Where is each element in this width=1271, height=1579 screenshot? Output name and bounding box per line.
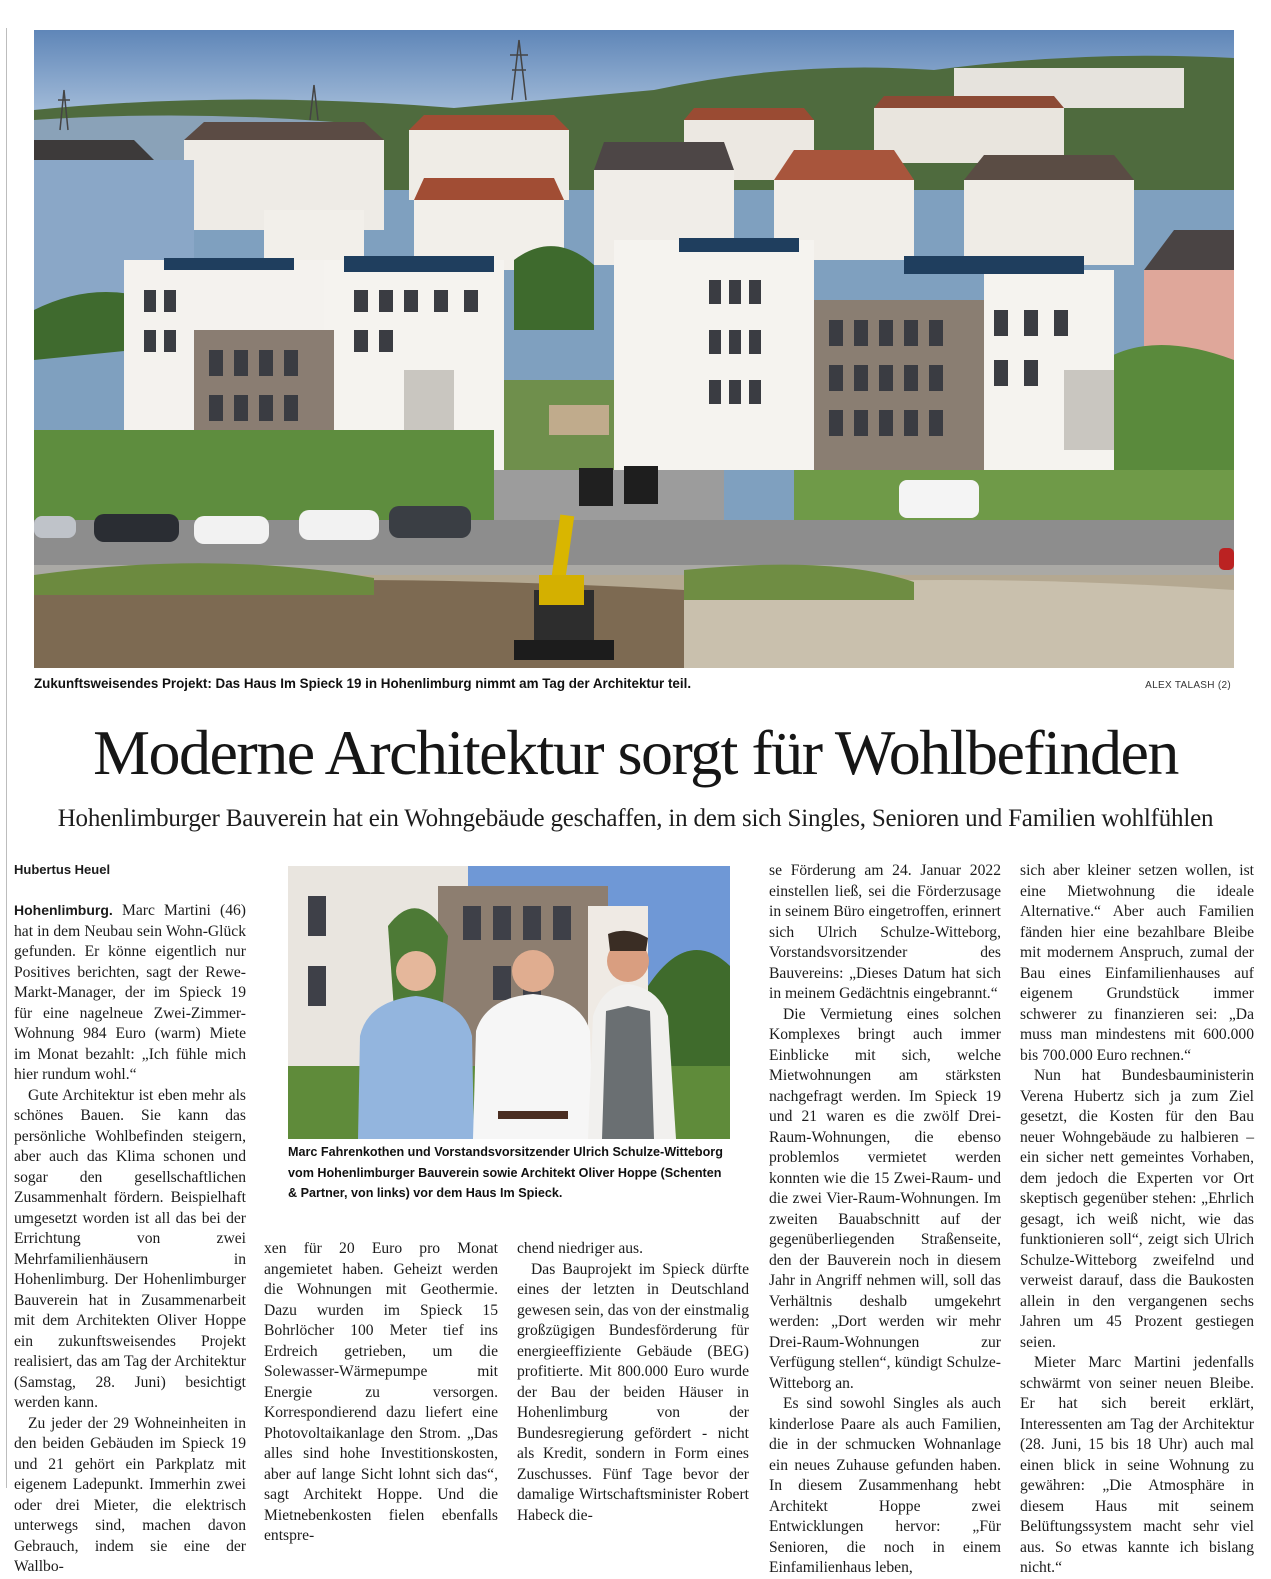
paragraph: Mieter Marc Martini jedenfalls schwärmt von seiner neuen Bleibe. Er hat sich bereit erklärt, Interessenten am Tag der Architektur (28. Juni, 15 bis 18 Uhr) auch mal einen blick in seine Wohnung zu gewähren: „Die Atmosphäre in diesem Haus mit seinem Belüftungssystem macht sehr viel aus. So etwas kannte ich bislang nicht.“ xyxy=(1020,1354,1254,1576)
article-column-2 xyxy=(264,1239,498,1547)
paragraph xyxy=(14,900,246,1086)
paragraph: Nun hat Bundesbauministerin Verena Hubertz sich ja zum Ziel gesetzt, die Kosten für den Bau neuer Wohngebäude zu halbieren – ein sicher nett gemeintes Vorhaben, dem jedoch die Experten vor Ort skeptisch gegenüber stehen: „Ehrlich gesagt, ich weiß nicht, wie das funktionieren soll“, zeigt sich Ulrich Schulze-Witteborg zweifelnd und verweist darauf, dass die Baukosten allein in den vergangenen sechs Jahren um 45 Prozent gestiegen seien. xyxy=(1020,1067,1254,1351)
paragraph: Das Bauprojekt im Spieck dürfte eines der letzten in Deutschland gewesen sein, das von der einstmalig großzügigen Bundesförderung für energieeffiziente Gebäude (BEG) profitierte. Mit 800.000 Euro wurde der Bau der beiden Häuser in Hohenlimburg von der Bundesregierung gefördert - nicht als Kredit, sondern in Form eines Zuschusses. Fünf Tage bevor der damalige Wirtschaftsminister Robert Habeck die- xyxy=(517,1260,749,1524)
paragraph: Die Vermietung eines solchen Komplexes bringt auch immer Einblicke mit sich, welche Mietwohnungen am stärksten nachgefragt werden. Im Spieck 19 und 21 waren es die zwölf Drei-Raum-Wohnungen, die ebenso problemlos vermietet werden konnten wie die 15 Zwei-Raum- und die zwei Vier-Raum-Wohnungen. Im zweiten Bauabschnitt auf der gegenüberliegenden Straßenseite, den der Bauverein noch in diesem Jahr in Angriff nehmen will, soll das Verhältnis deshalb umgekehrt werden: „Dort werden wir mehr Drei-Raum-Wohnungen zur Verfügung stellen“, kündigt Schulze-Witteborg an. xyxy=(769,1005,1001,1392)
article-author: Hubertus Heuel xyxy=(14,862,111,877)
article-subheadline: Hohenlimburger Bauverein hat ein Wohngebäude geschaffen, in dem sich Singles, Senioren und Familien wohlfühlen xyxy=(57,805,1214,832)
article-column-3 xyxy=(517,1239,749,1526)
paragraph: sich aber kleiner setzen wollen, ist eine Mietwohnung die ideale Alternative.“ Aber auch Familien fänden hier eine bezahlbare Bleibe mit modernem Anspruch, zumal der Bau eines Einfamilienhauses auf eigenem Grundstück immer schwerer zu finanzieren sei: „Da muss man mindestens mit 600.000 bis 700.000 Euro rechnen.“ xyxy=(1020,862,1254,1064)
article-column-1 xyxy=(14,900,246,1578)
paragraph-text: Marc Martini (46) hat in dem Neubau sein Wohn-Glück gefunden. Er könne eigentlich nur Positives berichten, sagt der Rewe-Markt-Manager, der im Spieck 19 für eine nagelneue Zwei-Zimmer-Wohnung 984 Euro (warm) Miete im Monat bezahlt: „Ich fühle mich hier rundum wohl.“ xyxy=(14,902,246,1083)
paragraph: chend niedriger aus. xyxy=(517,1240,643,1257)
dateline: Hohenlimburg. xyxy=(14,902,113,918)
photo-credit: ALEX TALASH (2) xyxy=(1145,680,1231,691)
paragraph: se Förderung am 24. Januar 2022 einstellen ließ, sei die Förderzusage in seinem Büro eingetroffen, erinnert sich Ulrich Schulze-Witteborg, Vorstandsvorsitzender des Bauvereins: „Dieses Datum hat sich in meinem Gedächtnis eingebrannt.“ xyxy=(769,862,1001,1002)
article-column-4 xyxy=(769,861,1001,1579)
top-photo-caption: Zukunftsweisendes Projekt: Das Haus Im Spieck 19 in Hohenlimburg nimmt am Tag der Architektur teil. xyxy=(34,676,692,691)
article-headline: Moderne Architektur sorgt für Wohlbefinden xyxy=(93,717,1178,788)
article-column-5 xyxy=(1020,861,1254,1579)
top-photo-residential-buildings xyxy=(34,30,1234,668)
paragraph: Es sind sowohl Singles als auch kinderlose Paare als auch Familien, die in der schmucken Wohnanlage ein neues Zuhause gefunden haben. In diesem Zusammenhang hebt Architekt Hoppe zwei Entwicklungen hervor: „Für Senioren, die noch in einem Einfamilienhaus leben, xyxy=(769,1395,1001,1576)
paragraph: Zu jeder der 29 Wohneinheiten in den beiden Gebäuden im Spieck 19 und 21 gehört ein Parkplatz mit eigenem Ladepunkt. Immerhin zwei oder drei Mieter, die elektrisch unterwegs sind, machen davon Gebrauch, indem sie eine der Wallbo- xyxy=(14,1414,246,1575)
middle-photo-three-men xyxy=(288,866,730,1139)
paragraph: xen für 20 Euro pro Monat angemietet haben. Geheizt werden die Wohnungen mit Geothermie. Dazu wurden im Spieck 15 Bohrlöcher 100 Meter tief ins Erdreich getrieben, um die Solewasser-Wärmepumpe mit Energie zu versorgen. Korrespondierend dazu liefert eine Photovoltaikanlage den Strom. „Das alles sind hohe Investitionskosten, aber auf lange Sicht lohnt sich das“, sagt Architekt Hoppe. Und die Mietnebenkosten fielen ebenfalls entspre- xyxy=(264,1240,498,1544)
middle-photo-caption: Marc Fahrenkothen und Vorstandsvorsitzender Ulrich Schulze-Witteborg vom Hohenlimburger Bauverein sowie Architekt Oliver Hoppe (Schenten & Partner, von links) vor dem Haus Im Spieck. xyxy=(288,1145,723,1200)
paragraph: Gute Architektur ist eben mehr als schönes Bauen. Sie kann das persönliche Wohlbefinden steigern, aber auch das Klima schonen und sogar den gesellschaftlichen Zusammenhalt fördern. Beispielhaft umgesetzt worden ist all das bei der Errichtung von zwei Mehrfamilienhäusern in Hohenlimburg. Der Hohenlimburger Bauverein hat in Zusammenarbeit mit dem Architekten Oliver Hoppe ein zukunftsweisendes Projekt realisiert, das am Tag der Architektur (Samstag, 28. Juni) besichtigt werden kann. xyxy=(14,1086,246,1411)
